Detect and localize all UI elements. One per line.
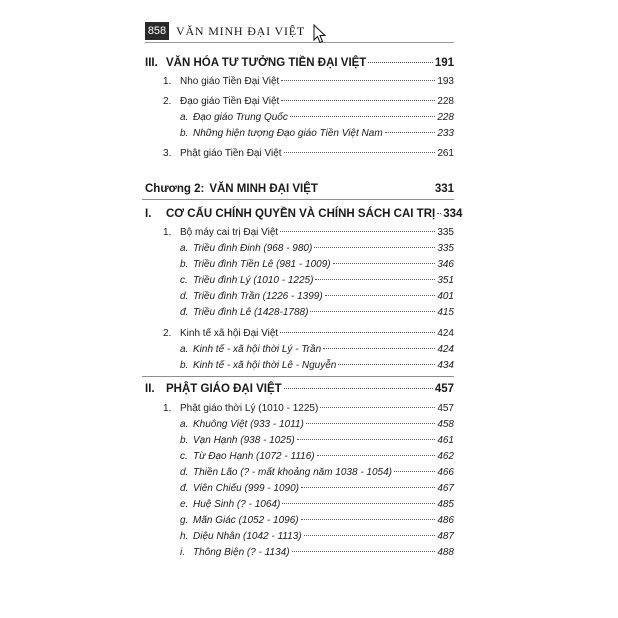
dot-leader: [315, 279, 435, 280]
toc-page: 424: [437, 344, 454, 355]
toc-number: 1.: [163, 76, 172, 87]
toc-page: 351: [437, 275, 454, 286]
toc-number: a.: [180, 243, 189, 254]
toc-entry[interactable]: [180, 242, 454, 256]
toc-title: Đạo giáo Trung Quốc: [193, 112, 288, 123]
dot-leader: [284, 388, 433, 389]
toc-page: 486: [437, 515, 454, 526]
toc-page: 467: [437, 483, 454, 494]
toc-title: Triều đình Trần (1226 - 1399): [193, 291, 323, 302]
toc-page: 462: [437, 451, 454, 462]
toc-page: 191: [434, 57, 454, 69]
toc-title: PHẬT GIÁO ĐẠI VIỆT: [166, 383, 282, 395]
toc-title: Thiền Lão (? - mất khoảng năm 1038 - 1054): [193, 467, 393, 478]
toc-title: Từ Đạo Hạnh (1072 - 1116): [193, 451, 315, 462]
toc-title: VĂN HÓA TƯ TƯỞNG TIỀN ĐẠI VIỆT: [166, 57, 367, 69]
toc-page: 334: [443, 208, 463, 220]
toc-page: 331: [434, 183, 454, 195]
toc-title: Nho giáo Tiền Đại Việt: [180, 76, 280, 87]
toc-number: 2.: [163, 328, 172, 339]
toc-entry[interactable]: [180, 290, 454, 304]
toc-number: 1.: [163, 403, 172, 414]
toc-page: 457: [434, 383, 454, 395]
toc-chapter-2[interactable]: [145, 182, 454, 196]
toc-entry[interactable]: [180, 418, 454, 432]
toc-entry[interactable]: [163, 402, 454, 416]
dot-leader: [437, 213, 441, 214]
dot-leader: [281, 100, 435, 101]
toc-entry[interactable]: [180, 466, 454, 480]
toc-page: 335: [437, 227, 454, 238]
toc-entry[interactable]: [180, 530, 454, 544]
toc-number: a.: [180, 344, 189, 355]
toc-entry[interactable]: [180, 306, 454, 320]
toc-entry[interactable]: [180, 274, 454, 288]
toc-number: e.: [180, 499, 189, 510]
toc-number: d.: [180, 467, 189, 478]
toc-page: 415: [437, 307, 454, 318]
toc-title: Kinh tế xã hội Đại Việt: [180, 328, 279, 339]
toc-entry-section-1[interactable]: [145, 207, 463, 221]
toc-number: I.: [145, 208, 152, 220]
toc-entry[interactable]: [180, 359, 454, 373]
toc-number: 2.: [163, 96, 172, 107]
toc-title: CƠ CẤU CHÍNH QUYỀN VÀ CHÍNH SÁCH CAI TRỊ: [166, 208, 436, 220]
dot-leader: [284, 152, 436, 153]
toc-entry[interactable]: [163, 75, 454, 89]
dot-leader: [301, 487, 435, 488]
toc-number: b.: [180, 259, 189, 270]
toc-page: 401: [437, 291, 454, 302]
toc-title: Phật giáo Tiền Đại Việt: [180, 148, 282, 159]
toc-number: c.: [180, 451, 188, 462]
dot-leader: [290, 116, 435, 117]
dot-leader: [280, 231, 435, 232]
toc-title: Kinh tế - xã hội thời Lý - Trần: [193, 344, 322, 355]
toc-number: b.: [180, 128, 189, 139]
toc-page: 228: [437, 96, 454, 107]
dot-leader: [281, 80, 435, 81]
toc-page: 461: [437, 435, 454, 446]
toc-page: 457: [437, 403, 454, 414]
toc-title: Đạo giáo Tiền Đại Việt: [180, 96, 280, 107]
toc-entry[interactable]: [180, 482, 454, 496]
toc-entry[interactable]: [180, 434, 454, 448]
dot-leader: [301, 519, 436, 520]
toc-title: Viên Chiếu (999 - 1090): [193, 483, 299, 494]
toc-page: 458: [437, 419, 454, 430]
toc-entry[interactable]: [163, 226, 454, 240]
toc-title: Triều đình Lê (1428-1788): [193, 307, 309, 318]
dot-leader: [338, 364, 435, 365]
toc-page: 228: [437, 112, 454, 123]
dot-leader: [323, 348, 435, 349]
toc-number: 1.: [163, 227, 172, 238]
toc-number: c.: [180, 275, 188, 286]
toc-number: II.: [145, 383, 155, 395]
toc-entry-section-2[interactable]: [145, 382, 454, 396]
toc-number: b.: [180, 435, 189, 446]
dot-leader: [325, 295, 436, 296]
toc-entry[interactable]: [180, 514, 454, 528]
toc-title: Phật giáo thời Lý (1010 - 1225): [180, 403, 319, 414]
toc-number: i.: [180, 547, 185, 558]
dot-leader: [394, 471, 435, 472]
chapter-title: VĂN MINH ĐẠI VIỆT: [209, 183, 318, 195]
chapter-divider: [142, 199, 454, 200]
dot-leader: [320, 407, 435, 408]
toc-number: đ.: [180, 307, 189, 318]
toc-number: d.: [180, 291, 189, 302]
toc-page: 424: [437, 328, 454, 339]
toc-page: 434: [437, 360, 454, 371]
toc-title: Những hiện tượng Đạo giáo Tiền Việt Nam: [193, 128, 383, 139]
toc-entry[interactable]: [180, 498, 454, 512]
toc-title: Mãn Giác (1052 - 1096): [193, 515, 299, 526]
toc-number: b.: [180, 360, 189, 371]
toc-entry[interactable]: [163, 327, 454, 341]
toc-page: 335: [437, 243, 454, 254]
toc-title: Triều đình Đinh (968 - 980): [193, 243, 313, 254]
toc-page: 193: [437, 76, 454, 87]
toc-title: Diệu Nhân (1042 - 1113): [193, 531, 302, 542]
dot-leader: [292, 551, 436, 552]
toc-entry[interactable]: [180, 111, 454, 125]
header-rule: [145, 42, 454, 43]
toc-page: 487: [437, 531, 454, 542]
toc-entry[interactable]: [180, 127, 454, 141]
toc-title: Thông Biện (? - 1134): [193, 547, 290, 558]
toc-number: g.: [180, 515, 189, 526]
toc-title: Huệ Sinh (? - 1064): [193, 499, 281, 510]
toc-entry-section-3[interactable]: [145, 56, 454, 70]
running-header: [145, 22, 475, 40]
dot-leader: [333, 263, 436, 264]
toc-title: Triều đình Lý (1010 - 1225): [193, 275, 314, 286]
toc-title: Khuông Việt (933 - 1011): [193, 419, 304, 430]
toc-title: Vạn Hạnh (938 - 1025): [193, 435, 295, 446]
chapter-label: Chương 2:: [145, 183, 205, 195]
dot-leader: [280, 332, 435, 333]
toc-number: a.: [180, 419, 189, 430]
toc-title: Kinh tế - xã hội thời Lê - Nguyễn: [193, 360, 337, 371]
page-number: 858: [145, 22, 169, 40]
toc-number: đ.: [180, 483, 189, 494]
toc-page: 233: [437, 128, 454, 139]
toc-page: 261: [437, 148, 454, 159]
toc-page: 346: [437, 259, 454, 270]
toc-page: 466: [437, 467, 454, 478]
toc-number: 3.: [163, 148, 172, 159]
running-title: VĂN MINH ĐẠI VIỆT: [176, 24, 306, 38]
toc-page: 488: [437, 547, 454, 558]
toc-entry[interactable]: [163, 95, 454, 109]
dot-leader: [297, 439, 436, 440]
dot-leader: [282, 503, 435, 504]
toc-entry[interactable]: [180, 546, 454, 560]
toc-entry[interactable]: [180, 258, 454, 272]
dot-leader: [317, 455, 436, 456]
toc-entry[interactable]: [180, 343, 454, 357]
dot-leader: [310, 311, 435, 312]
toc-page: 485: [437, 499, 454, 510]
toc-title: Bộ máy cai trị Đại Việt: [180, 227, 279, 238]
dot-leader: [304, 535, 436, 536]
toc-number: III.: [145, 57, 158, 69]
dot-leader: [306, 423, 435, 424]
dot-leader: [314, 247, 435, 248]
toc-number: a.: [180, 112, 189, 123]
mouse-pointer-icon: [313, 24, 326, 44]
dot-leader: [368, 62, 432, 63]
section-divider: [142, 376, 454, 377]
toc-entry[interactable]: [180, 450, 454, 464]
toc-number: h.: [180, 531, 189, 542]
toc-entry[interactable]: [163, 147, 454, 161]
dot-leader: [385, 132, 436, 133]
toc-title: Triều đình Tiền Lê (981 - 1009): [193, 259, 331, 270]
